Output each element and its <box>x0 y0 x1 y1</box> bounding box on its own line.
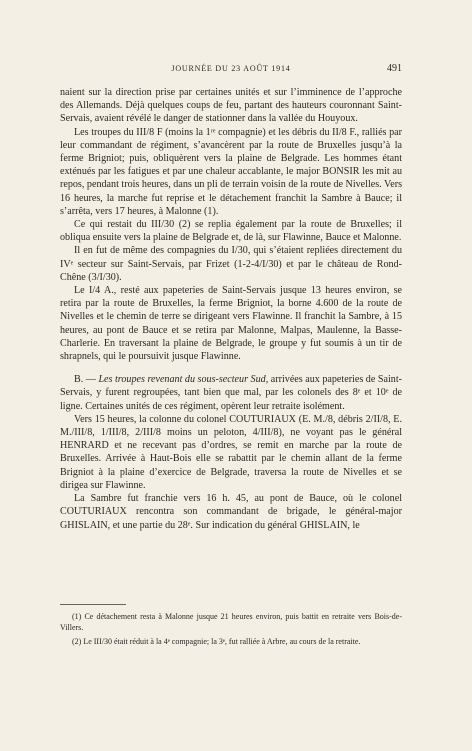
body-text <box>60 86 402 532</box>
section-b-title: Les troupes revenant du sous-secteur Sud, <box>98 374 269 386</box>
running-title: JOURNÉE DU 23 AOÛT 1914 <box>171 64 291 73</box>
section-b-label: B. — <box>74 374 96 386</box>
paragraph-3: Ce qui restait du III/30 (2) se replia également par la route de Bruxelles; il obliqua ensuite vers la plaine de Belgrade et, de là, sur Flawinne, Bauce et Malonne. <box>60 219 402 244</box>
footnote-2: (2) Le III/30 était réduit à la 4ᵉ compagnie; la 3ᵉ, fut ralliée à Arbre, au cours de la retraite. <box>72 637 361 646</box>
footnotes <box>60 611 402 650</box>
footnote-divider <box>60 604 126 605</box>
paragraph-5: Le I/4 A., resté aux papeteries de Saint-Servais jusque 13 heures environ, se retira par la route de Bruxelles, la ferme Brigniot, la borne 4.600 de la route de Nivelles et le chemin de terre se dirigeant vers Flawinne. Il franchit la Sambre, à 15 heures, au pont de Bauce et se retira par Malonne, Malpas, Maulenne, la Basse-Charlerie. En traversant la plaine de Belgrade, le groupe y fut soumis à un tir de shrapnels, qui le poursuivit jusque Flawinne. <box>60 285 402 363</box>
footnote-1: (1) Ce détachement resta à Malonne jusque 21 heures environ, puis battit en retraite vers Bois-de-Villers. <box>60 612 402 632</box>
page-header <box>60 63 402 77</box>
paragraph-2: Les troupes du III/8 F (moins la 1ʳᵉ compagnie) et les débris du II/8 F., ralliés par leur commandant de régiment, s’avancèrent par la route de Bruxelles jusqu’à la ferme Brigniot; puis, obliquèrent vers la plaine de Belgrade. Les hommes étant exténués par les fatigues et par une chaleur accablante, le major BONSIR les mit au repos, pendant trois heures, dans un pli de terrain voisin de la route de Nivelles. Vers 16 heures, la marche fut reprise et le détachement franchit la Sambre à Bauce; il s’arrêta, vers 17 heures, à Malonne (1). <box>60 126 402 217</box>
paragraph-7: La Sambre fut franchie vers 16 h. 45, au pont de Bauce, où le colonel COUTURIAUX rencontra son commandant de brigade, le général-major GHISLAIN, et une partie du 28ᵉ. Sur indication du général GHISLAIN, le <box>60 493 402 531</box>
paragraph-6: Vers 15 heures, la colonne du colonel COUTURIAUX (E. M./8, débris 2/II/8, E. M./III/8, 1/III/8, 2/III/8 moins un peloton, 4/III/8), ne voyant pas le général HENRARD et ne recevant pas d’ordres, se remit en marche par la route de Bruxelles. Arrivée à Haut-Bois elle se rabattit par le chemin allant de la ferme Brigniot à la plaine d’exercice de Belgrade, traversa la route de Nivelles et se dirigea sur Flawinne. <box>60 413 402 491</box>
section-b-text: arrivées aux papeteries de Saint-Servais, y furent regroupées, tant bien que mal, par les colonels des 8ᵉ et 10ᵉ de ligne. Certaines unités de ces régiment, opèrent leur retraite isolément. <box>60 374 402 412</box>
paragraph-1: naient sur la direction prise par certaines unités et sur l’imminence de l’approche des Allemands. Déjà quelques coups de feu, partant des hauteurs couronnant Saint-Servais, avaient révélé le danger de stationner dans la vallée du Houyoux. <box>60 87 402 125</box>
page-number: 491 <box>387 63 402 74</box>
section-b-paragraph <box>60 373 402 413</box>
paragraph-4: Il en fut de même des compagnies du I/30, qui s’étaient repliées directement du IVᵉ secteur sur Saint-Servais, par Frizet (1-2-4/I/30) et par le château de Rond-Chêne (3/I/30). <box>60 245 402 283</box>
